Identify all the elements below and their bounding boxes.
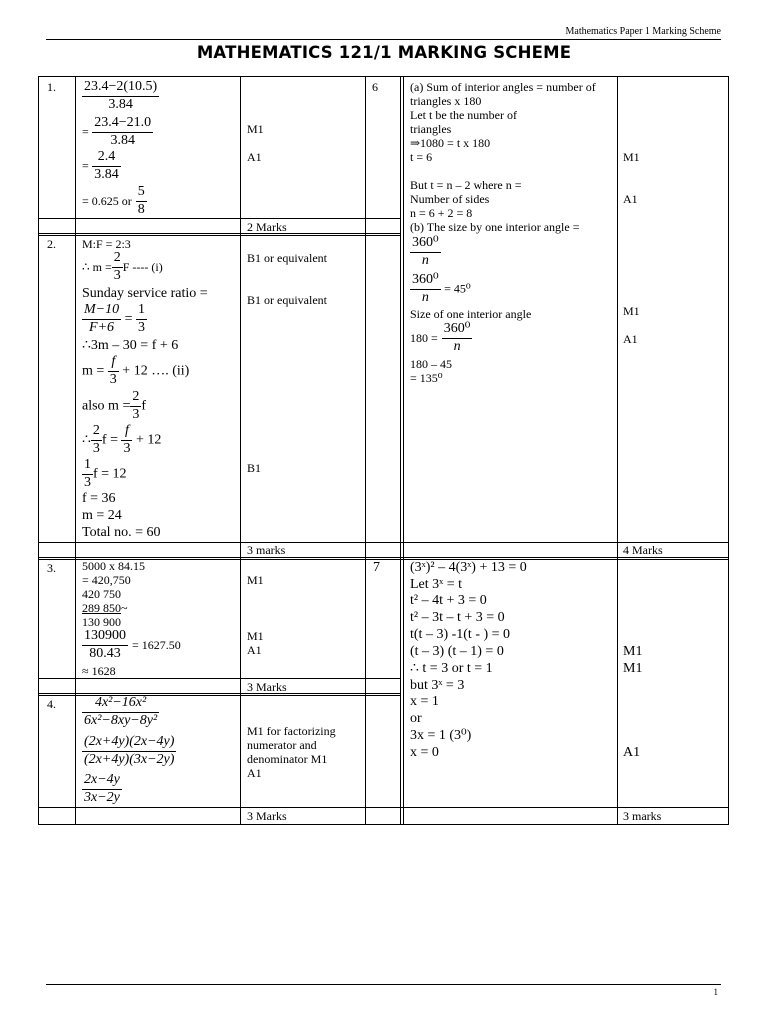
- working-line: or: [410, 711, 422, 726]
- mark: A1: [623, 745, 641, 760]
- working-line: 180 – 45: [410, 357, 452, 371]
- working-line: $\frac{2x-4y}{3x-2y}$: [84, 772, 120, 805]
- working-line: $\frac{130900}{80.43}$ = 1627.50: [84, 628, 181, 661]
- working-line: = 420,750: [82, 573, 131, 587]
- mark: A1: [623, 192, 638, 206]
- mark: M1: [623, 644, 643, 659]
- working-line: 420 750: [82, 587, 121, 601]
- table-rule: [617, 77, 618, 824]
- working-line: 180 = $\frac{\text{360⁰}}{n}$: [410, 321, 471, 354]
- question-number: 3.: [47, 561, 56, 575]
- running-header: Mathematics Paper 1 Marking Scheme: [565, 26, 721, 37]
- working-line: ≈ 1628: [82, 664, 116, 678]
- working-line: x = 1: [410, 694, 439, 709]
- table-rule: [39, 693, 401, 694]
- working-line: but 3ˣ = 3: [410, 678, 465, 693]
- table-rule: [365, 77, 366, 824]
- mark: M1: [623, 304, 640, 318]
- working-line: x = 0: [410, 745, 439, 760]
- question-number: 2.: [47, 237, 56, 251]
- mark: M1: [247, 573, 264, 587]
- mark: M1: [623, 661, 643, 676]
- working-line: (a) Sum of interior angles = number of: [410, 80, 596, 94]
- table-rule: [240, 77, 241, 824]
- working-line: (b) The size by one interior angle =: [410, 220, 580, 234]
- mark: B1 or equivalent: [247, 251, 327, 265]
- working-line: m = 24: [82, 508, 122, 523]
- working-line: Let 3ˣ = t: [410, 577, 462, 592]
- working-line: t(t – 3) -1(t - ) = 0: [410, 627, 511, 642]
- page-number: 1: [713, 987, 718, 997]
- working-line: ∴ t = 3 or t = 1: [410, 661, 493, 676]
- working-line: Size of one interior angle: [410, 307, 532, 321]
- working-line: $\frac{23.4-2(10.5)}{3.84}$: [84, 79, 158, 112]
- mark: M1: [623, 150, 640, 164]
- marks-total: 2 Marks: [247, 220, 287, 234]
- working-line: = $\frac{23.4-21.0}{3.84}$: [82, 115, 152, 148]
- marks-total: 3 Marks: [247, 680, 287, 694]
- mark: A1: [247, 150, 262, 164]
- working-line: M:F = 2:3: [82, 237, 131, 251]
- table-rule: [39, 233, 401, 234]
- working-line: f = 36: [82, 491, 116, 506]
- working-line: $\frac{(2x+4y)(2x-4y)}{(2x+4y)(3x-2y)}$: [84, 734, 175, 767]
- working-line: m = $\frac{f}{3}$ + 12 …. (ii): [82, 354, 190, 387]
- working-line: t² – 3t – t + 3 = 0: [410, 610, 505, 625]
- working-line: $\frac{\text{360⁰}}{n}$ = 45⁰: [412, 272, 471, 305]
- working-line: 289 850~: [82, 601, 128, 615]
- working-line: Number of sides: [410, 192, 490, 206]
- marks-total: 3 Marks: [247, 809, 287, 823]
- working-line: triangles: [410, 122, 452, 136]
- table-rule: [39, 235, 401, 236]
- working-line: ∴3m – 30 = f + 6: [82, 338, 179, 353]
- working-line: n = 6 + 2 = 8: [410, 206, 473, 220]
- mark: M1 for factorizing: [247, 724, 336, 738]
- mark: M1: [247, 629, 264, 643]
- mark: B1: [247, 461, 262, 475]
- mark: A1: [623, 332, 638, 346]
- working-line: = 0.625 or $\frac{5}{8}$: [82, 184, 145, 217]
- working-line: ∴ $\frac{2}{3}$ f = $\frac{f}{3}$ + 12: [82, 423, 162, 456]
- working-line: triangles x 180: [410, 94, 482, 108]
- working-line: $\frac{1}{3}$ f = 12: [84, 457, 127, 490]
- working-line: = 135⁰: [410, 371, 443, 385]
- question-number: 7: [373, 560, 380, 575]
- table-rule: [403, 77, 404, 824]
- working-line: (3ˣ)² – 4(3ˣ) + 13 = 0: [410, 560, 527, 575]
- marks-total: 3 marks: [623, 809, 662, 823]
- working-line: Let t be the number of: [410, 108, 517, 122]
- footer-rule: [46, 984, 721, 985]
- working-line: $\frac{\text{360⁰}}{n}$: [412, 235, 439, 268]
- mark: B1 or equivalent: [247, 293, 327, 307]
- page-title: MATHEMATICS 121/1 MARKING SCHEME: [196, 43, 572, 62]
- working-line: But t = n – 2 where n =: [410, 178, 522, 192]
- question-number: 6: [372, 80, 378, 94]
- working-line: t² – 4t + 3 = 0: [410, 593, 487, 608]
- header-rule: [46, 39, 721, 40]
- mark: numerator and: [247, 738, 317, 752]
- working-line: 5000 x 84.15: [82, 559, 145, 573]
- table-rule: [75, 77, 76, 824]
- working-line: $\frac{\text{4x²−16x²}}{\text{6x²−8xy−8y²}}$: [84, 695, 158, 728]
- working-line: (t – 3) (t – 1) = 0: [410, 644, 504, 659]
- mark: A1: [247, 643, 262, 657]
- working-line: Total no. = 60: [82, 525, 161, 540]
- marks-total: 3 marks: [247, 543, 286, 557]
- mark: denominator M1: [247, 752, 328, 766]
- question-number: 1.: [47, 80, 56, 94]
- mark: M1: [247, 122, 264, 136]
- working-line: = $\frac{2.4}{3.84}$: [82, 149, 119, 182]
- table-rule: [39, 807, 728, 808]
- working-line: 3x = 1 (3⁰): [410, 728, 472, 743]
- table-rule: [400, 77, 401, 824]
- question-number: 4.: [47, 697, 56, 711]
- working-line: $\frac{M-10}{F+6}$ = $\frac{1}{3}$: [84, 302, 146, 335]
- working-line: ⇒1080 = t x 180: [410, 136, 491, 150]
- working-line: t = 6: [410, 150, 433, 164]
- working-line: ∴ m = $\frac{2}{3}$ F ---- (i): [82, 250, 163, 283]
- mark: A1: [247, 766, 262, 780]
- working-line: also m = $\frac{2}{3}$ f: [82, 389, 147, 422]
- working-line: Sunday service ratio =: [82, 286, 208, 301]
- working-line: 130 900: [82, 615, 121, 629]
- marks-total: 4 Marks: [623, 543, 663, 557]
